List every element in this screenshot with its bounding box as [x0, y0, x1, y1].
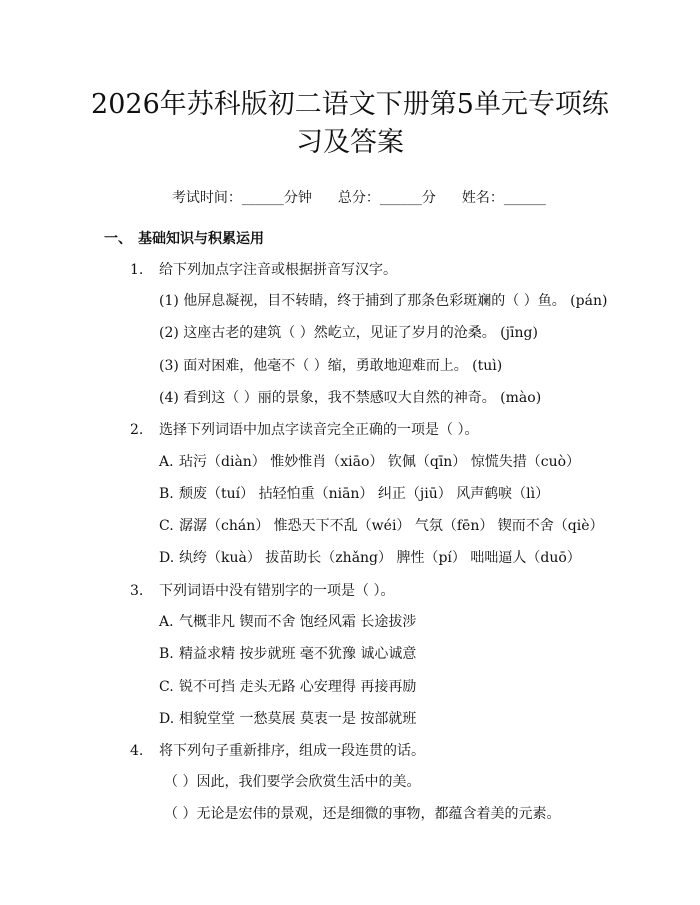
q1-item-4: (4) 看到这（ ）丽的景象，我不禁感叹大自然的神奇。 (mào) [159, 390, 542, 406]
q1-item-2: (2) 这座古老的建筑（ ）然屹立，见证了岁月的沧桑。 (jīng) [159, 325, 538, 341]
q2-option-b [159, 484, 549, 504]
question-text: 下列词语中没有错别字的一项是（ ）。 [159, 583, 395, 599]
exam-time-label: 考试时间：______分钟 [171, 190, 312, 206]
option-text: 锐不可挡 走头无路 心安理得 再接再励 [179, 679, 417, 695]
option-letter: D. [159, 550, 175, 566]
title-line-1: 2026年苏科版初二语文下册第5单元专项练 [91, 89, 609, 120]
title-line-2: 习及答案 [296, 127, 404, 158]
option-letter: D. [159, 711, 175, 727]
option-text: 潺潺（chán） 惟恐天下不乱（wéi） 气氛（fēn） 锲而不舍（qiè） [179, 518, 604, 534]
option-letter: B. [159, 646, 174, 662]
question-2 [130, 420, 478, 440]
exam-meta [0, 168, 700, 228]
question-number: 3. [130, 583, 144, 599]
option-text: 颓废（tuí） 拈轻怕重（niān） 纠正（jiū） 风声鹤唳（lì） [179, 486, 550, 502]
question-4 [130, 741, 425, 761]
q2-option-c [159, 516, 604, 536]
option-letter: B. [159, 486, 174, 502]
q3-option-a [159, 612, 416, 632]
q3-option-b [159, 644, 416, 664]
option-letter: C. [159, 679, 174, 695]
section-title: 基础知识与积累运用 [138, 231, 264, 247]
q1-item-1: (1) 他屏息凝视，目不转睛，终于捕到了那条色彩斑斓的（ ）鱼。 (pán) [159, 293, 608, 309]
section-heading [104, 229, 264, 249]
q4-sentence-2: （ ）无论是宏伟的景观，还是细微的事物，都蕴含着美的元素。 [164, 806, 561, 822]
question-text: 选择下列词语中加点字读音完全正确的一项是（ ）。 [159, 422, 479, 438]
total-score-label: 总分：______分 [337, 190, 436, 206]
question-number: 1. [130, 262, 144, 278]
q3-option-c [159, 677, 416, 697]
q4-sentence-1: （ ）因此，我们要学会欣赏生活中的美。 [164, 774, 421, 790]
q2-option-d [159, 548, 581, 568]
q1-item-3: (3) 面对困难，他毫不（ ）缩，勇敢地迎难而上。 (tuì) [159, 358, 503, 374]
section-number: 一、 [104, 231, 132, 247]
option-letter: C. [159, 518, 174, 534]
student-name-label: 姓名：______ [461, 190, 546, 206]
q2-option-a [159, 452, 580, 472]
question-text: 给下列加点字注音或根据拼音写汉字。 [159, 262, 397, 278]
q3-option-d [159, 709, 416, 729]
question-number: 2. [130, 422, 144, 438]
option-text: 玷污（diàn） 惟妙惟肖（xiāo） 钦佩（qīn） 惊慌失措（cuò） [179, 454, 581, 470]
question-text: 将下列句子重新排序，组成一段连贯的话。 [159, 743, 425, 759]
question-1 [130, 260, 397, 280]
option-text: 精益求精 按步就班 毫不犹豫 诚心诚意 [179, 646, 417, 662]
option-text: 纨绔（kuà） 拔苗助长（zhǎng） 脾性（pí） 咄咄逼人（duō） [179, 550, 581, 566]
question-number: 4. [130, 743, 144, 759]
option-letter: A. [159, 614, 174, 630]
option-text: 气概非凡 锲而不舍 饱经风霜 长途拔涉 [179, 614, 417, 630]
option-text: 相貌堂堂 一愁莫展 莫衷一是 按部就班 [179, 711, 417, 727]
question-3 [130, 581, 394, 601]
option-letter: A. [159, 454, 174, 470]
